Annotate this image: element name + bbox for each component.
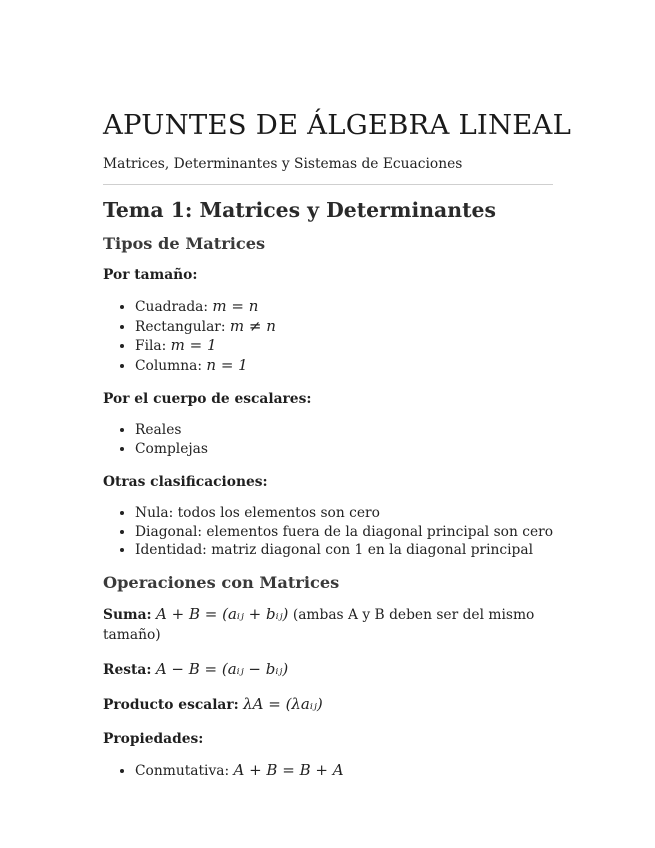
- list-item-text: Conmutativa:: [135, 762, 234, 779]
- otras-clasificaciones-label: Otras clasificaciones:: [103, 474, 268, 490]
- producto-escalar-formula: λA = (λaᵢⱼ): [243, 694, 323, 713]
- list-item-text: Rectangular:: [135, 318, 230, 335]
- document-subtitle: Matrices, Determinantes y Sistemas de Ecuaciones: [103, 156, 463, 172]
- resta-label: Resta:: [103, 661, 152, 678]
- title-divider: [103, 184, 553, 185]
- por-cuerpo-label: Por el cuerpo de escalares:: [103, 391, 312, 407]
- document-content: [103, 106, 572, 780]
- operaciones-heading: Operaciones con Matrices: [103, 572, 340, 592]
- list-item-identidad: • Identidad: matriz diagonal con 1 en la diagonal principal: [135, 541, 553, 560]
- suma-note: (ambas A y B deben ser del mismo tamaño): [103, 606, 535, 643]
- producto-escalar-paragraph: [103, 694, 553, 715]
- list-item-columna: [135, 356, 553, 376]
- list-item-text: Fila:: [135, 338, 171, 354]
- list-item-text: Cuadrada:: [135, 299, 213, 315]
- list-item-rectangular: [135, 317, 553, 337]
- suma-formula: A + B = (aᵢⱼ + bᵢⱼ): [156, 604, 289, 623]
- math-expression: m ≠ n: [229, 316, 276, 335]
- suma-label: Suma:: [103, 606, 152, 623]
- list-item-complejas: • Complejas: [135, 440, 553, 459]
- tema1-heading: Tema 1: Matrices y Determinantes: [103, 198, 496, 222]
- suma-paragraph: [103, 604, 553, 645]
- math-expression: m = n: [212, 297, 259, 315]
- resta-formula: A − B = (aᵢⱼ − bᵢⱼ): [155, 659, 289, 678]
- resta-paragraph: [103, 659, 553, 680]
- list-item-fila: [135, 336, 553, 356]
- list-item-diagonal: • Diagonal: elementos fuera de la diagonal principal son cero: [135, 523, 553, 542]
- por-tamano-label: Por tamaño:: [103, 267, 198, 283]
- producto-escalar-label: Producto escalar:: [103, 696, 239, 713]
- tipos-de-matrices-heading: Tipos de Matrices: [103, 234, 266, 253]
- por-tamano-list: [103, 297, 553, 375]
- document-title: APUNTES DE ÁLGEBRA LINEAL: [103, 109, 572, 141]
- propiedades-list: [103, 761, 553, 781]
- propiedades-label: Propiedades:: [103, 730, 204, 747]
- math-expression: A + B = B + A: [233, 760, 344, 779]
- por-cuerpo-list: [103, 421, 553, 458]
- math-expression: m = 1: [170, 336, 217, 354]
- list-item-text: Columna:: [135, 357, 207, 374]
- list-item-cuadrada: [135, 297, 553, 317]
- list-item-nula: • Nula: todos los elementos son cero: [135, 504, 553, 523]
- list-item-conmutativa: [135, 761, 553, 781]
- list-item-reales: • Reales: [135, 421, 553, 440]
- math-expression: n = 1: [206, 355, 248, 374]
- otras-clasificaciones-list: [103, 504, 553, 560]
